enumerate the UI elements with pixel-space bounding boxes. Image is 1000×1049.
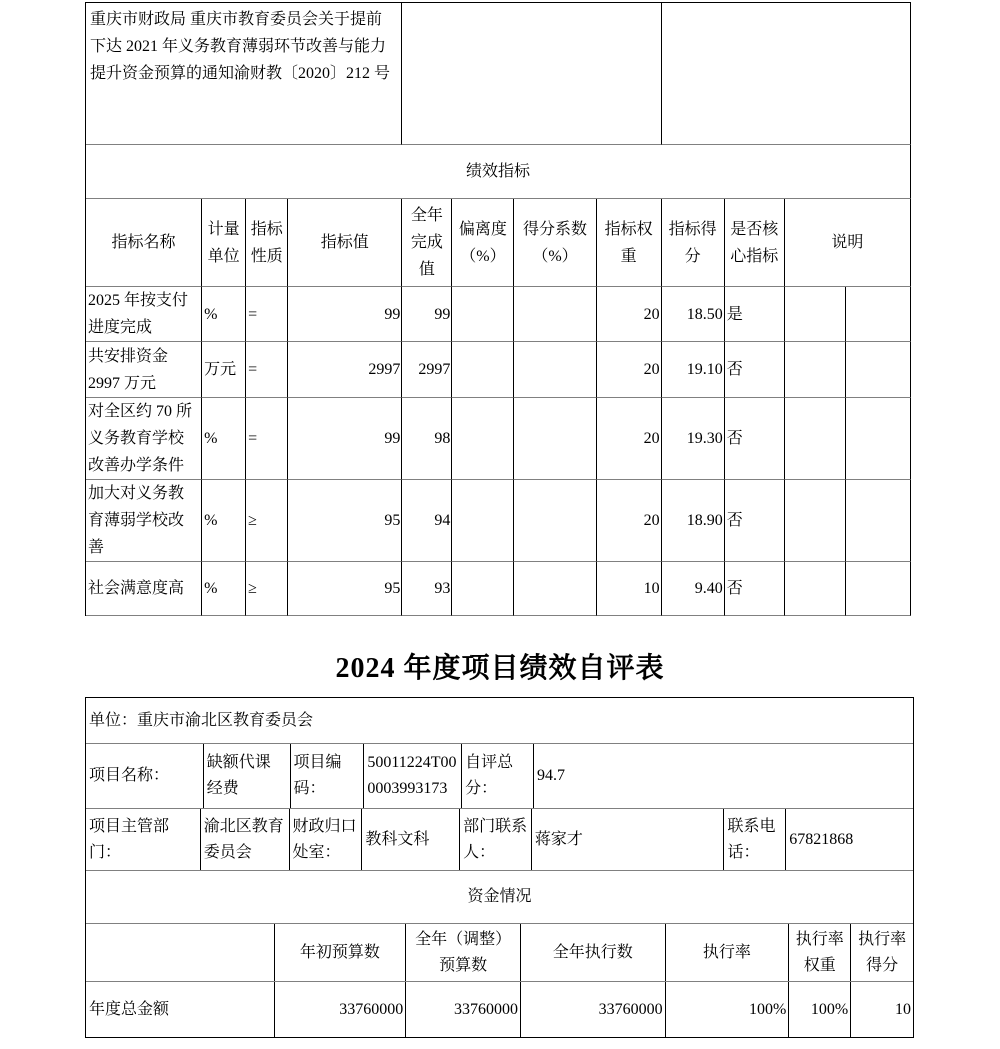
- executed-value: 33760000: [521, 982, 666, 1037]
- core-cell: 否: [725, 562, 785, 616]
- note-cell-1: [785, 342, 846, 398]
- note-cell-1: [785, 562, 846, 616]
- note-cell-2: [846, 562, 911, 616]
- col-header-note: 说明: [785, 199, 911, 287]
- funding-header-initial-budget: 年初预算数: [275, 924, 407, 981]
- col-header-indicator-name: 指标名称: [86, 199, 202, 287]
- weight-cell: 20: [597, 342, 662, 398]
- col-header-target-value: 指标值: [288, 199, 402, 287]
- note-cell-2: [846, 287, 911, 342]
- section-title-performance-indicators: 绩效指标: [86, 145, 911, 199]
- department-row: [86, 809, 913, 871]
- rate-score-value: 10: [895, 1000, 911, 1018]
- col-header-nature: 指标性质: [246, 199, 288, 287]
- col-header-score-coefficient: 得分系数（%）: [514, 199, 596, 287]
- execution-rate-value: 100%: [666, 982, 790, 1037]
- page-title: 2024 年度项目绩效自评表: [335, 653, 665, 684]
- indicator-name-cell: 加大对义务教育薄弱学校改善: [86, 480, 202, 562]
- col-header-weight: 指标权重: [597, 199, 662, 287]
- indicators-header-row: [86, 199, 911, 287]
- funding-data-row: [86, 982, 913, 1037]
- annual-cell: 94: [402, 480, 452, 562]
- core-cell: 否: [725, 342, 785, 398]
- indicator-row: [86, 480, 911, 562]
- weight-cell: 20: [597, 398, 662, 480]
- unit-cell: %: [202, 287, 246, 342]
- unit-cell: 单位：重庆市渝北区教育委员会: [89, 711, 314, 729]
- finance-office-value: 教科文科: [362, 809, 460, 870]
- indicator-name-cell: 社会满意度高: [86, 562, 202, 616]
- funding-header-rate-score: 执行率得分: [858, 930, 907, 974]
- unit-cell: %: [202, 562, 246, 616]
- nature-cell: ≥: [246, 562, 288, 616]
- carryover-row: [86, 3, 911, 145]
- project-code-value: 50011224T000003993173: [364, 744, 462, 808]
- core-cell: 否: [725, 398, 785, 480]
- col-header-unit: 计量单位: [202, 199, 246, 287]
- score-cell: 9.40: [662, 562, 725, 616]
- nature-cell: =: [246, 287, 288, 342]
- target-cell: 99: [288, 398, 402, 480]
- initial-budget-value: 33760000: [275, 982, 407, 1037]
- score-cell: 18.90: [662, 480, 725, 562]
- indicator-row: [86, 398, 911, 480]
- deviation-cell: [452, 342, 514, 398]
- coefficient-cell: [514, 398, 596, 480]
- funding-header-adjusted-budget: 全年（调整）预算数: [406, 924, 521, 981]
- core-cell: 是: [725, 287, 785, 342]
- indicator-row: [86, 342, 911, 398]
- self-score-label: 自评总分：: [462, 744, 534, 808]
- funding-header-empty: [86, 924, 275, 981]
- unit-cell: 万元: [202, 342, 246, 398]
- score-cell: 18.50: [662, 287, 725, 342]
- phone-label: 联系电话：: [724, 809, 786, 870]
- project-name-value: 缺额代课经费: [204, 744, 291, 808]
- target-cell: 95: [288, 480, 402, 562]
- coefficient-cell: [514, 342, 596, 398]
- annual-cell: 2997: [402, 342, 452, 398]
- weight-cell: 20: [597, 287, 662, 342]
- section-title-row: [86, 145, 911, 199]
- annual-cell: 93: [402, 562, 452, 616]
- self-evaluation-table: [85, 697, 914, 1038]
- carryover-empty-cell-1: [402, 3, 661, 145]
- nature-cell: ≥: [246, 480, 288, 562]
- col-header-score: 指标得分: [662, 199, 725, 287]
- funding-header-rate-weight: 执行率权重: [789, 924, 851, 981]
- deviation-cell: [452, 562, 514, 616]
- coefficient-cell: [514, 480, 596, 562]
- funding-header-row: [86, 924, 913, 982]
- target-cell: 95: [288, 562, 402, 616]
- indicator-name-cell: 共安排资金 2997 万元: [86, 342, 202, 398]
- core-cell: 否: [725, 480, 785, 562]
- project-row: [86, 744, 913, 809]
- self-score-value: 94.7: [536, 767, 565, 784]
- indicator-name-cell: 2025 年按支付进度完成: [86, 287, 202, 342]
- project-code-label: 项目编码：: [291, 744, 365, 808]
- indicator-row: [86, 562, 911, 616]
- funding-section-title: 资金情况: [467, 888, 532, 905]
- score-cell: 19.10: [662, 342, 725, 398]
- note-cell-1: [785, 398, 846, 480]
- annual-total-label: 年度总金额: [86, 982, 275, 1037]
- contact-value: 蒋家才: [532, 809, 725, 870]
- note-cell-2: [846, 480, 911, 562]
- unit-cell: %: [202, 480, 246, 562]
- weight-cell: 10: [597, 562, 662, 616]
- adjusted-budget-value: 33760000: [406, 982, 521, 1037]
- annual-cell: 98: [402, 398, 452, 480]
- coefficient-cell: [514, 287, 596, 342]
- indicator-name-cell: 对全区约 70 所义务教育学校改善办学条件: [86, 398, 202, 480]
- nature-cell: =: [246, 342, 288, 398]
- col-header-deviation: 偏离度（%）: [452, 199, 514, 287]
- dept-value: 渝北区教育委员会: [201, 809, 290, 870]
- score-cell: 19.30: [662, 398, 725, 480]
- note-cell-2: [846, 398, 911, 480]
- annual-cell: 99: [402, 287, 452, 342]
- funding-header-executed: 全年执行数: [521, 924, 666, 981]
- funding-section-title-row: [86, 871, 913, 924]
- target-cell: 2997: [288, 342, 402, 398]
- phone-value: 67821868: [789, 830, 854, 848]
- deviation-cell: [452, 398, 514, 480]
- col-header-annual-completion: 全年完成值: [402, 199, 452, 287]
- deviation-cell: [452, 287, 514, 342]
- contact-label: 部门联系人：: [460, 809, 532, 870]
- col-header-core-indicator: 是否核心指标: [725, 199, 785, 287]
- carryover-empty-cell-2: [662, 3, 911, 145]
- rate-weight-value: 100%: [789, 982, 851, 1037]
- note-cell-1: [785, 480, 846, 562]
- weight-cell: 20: [597, 480, 662, 562]
- coefficient-cell: [514, 562, 596, 616]
- note-cell-1: [785, 287, 846, 342]
- target-cell: 99: [288, 287, 402, 342]
- policy-doc-reference-cell: 重庆市财政局 重庆市教育委员会关于提前下达 2021 年义务教育薄弱环节改善与能力提升资金预算的通知渝财教〔2020〕212 号: [86, 3, 402, 145]
- finance-office-label: 财政归口处室：: [290, 809, 363, 870]
- unit-row: [86, 698, 913, 744]
- nature-cell: =: [246, 398, 288, 480]
- project-name-label: 项目名称：: [86, 744, 204, 808]
- funding-header-execution-rate: 执行率: [666, 924, 790, 981]
- deviation-cell: [452, 480, 514, 562]
- dept-label: 项目主管部门：: [86, 809, 201, 870]
- note-cell-2: [846, 342, 911, 398]
- unit-cell: %: [202, 398, 246, 480]
- indicator-row: [86, 287, 911, 342]
- performance-indicators-table: [85, 2, 911, 616]
